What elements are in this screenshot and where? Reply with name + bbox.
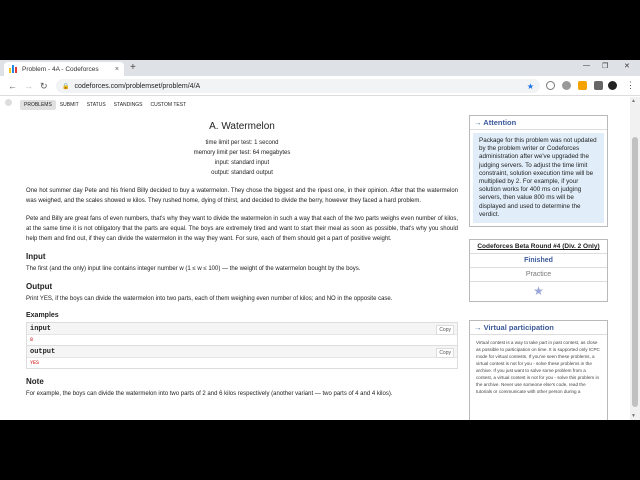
close-window-button[interactable]: ✕ xyxy=(624,63,630,70)
statement-paragraph: Pete and Billy are great fans of even numbers, that's why they want to divide the watermelon in such a way that each of the two parts weighs even number of kilos, at the same time it is not obligatory that the parts are equal. The boys are extremely tired and want to start their meal as soon as possible, that's why you should help them and find out, if they can divide the watermelon in the way they want. For sure, each of them should get a part of positive weight. xyxy=(26,216,458,242)
practice-link[interactable]: Practice xyxy=(470,268,607,282)
virtual-participation-box xyxy=(469,320,608,420)
menu-custom-test[interactable]: CUSTOM TEST xyxy=(150,102,187,108)
profile-avatar[interactable] xyxy=(608,81,617,90)
input-type: input: standard input xyxy=(214,160,270,166)
reload-icon[interactable]: ↻ xyxy=(40,81,48,91)
time-limit: time limit per test: 1 second xyxy=(205,140,279,146)
virtual-text: Virtual contest is a way to take part in past contest, as close as possible to participation on time. It is supported only ICPC mode for virtual contests. If you've seen these problems, a virtual contest is not for you - solve these problems in the archive. If you just want to solve some problem from a contest, a virtual contest is not for you - solve this problem in the archive. Never use someone else's code, read the tutorials or communicate with other person during a xyxy=(476,340,600,394)
new-tab-button[interactable]: + xyxy=(130,62,136,73)
puzzle-icon[interactable] xyxy=(594,81,603,90)
scroll-up-icon[interactable]: ▲ xyxy=(631,98,636,104)
input-spec: The first (and the only) input line contains integer number w (1 ≤ w ≤ 100) — the weight of the watermelon bought by the boys. xyxy=(26,266,361,272)
attention-text: Package for this problem was not updated by the problem writer or Codeforces administration after we've upgraded the judging servers. To adjust the time limit constraint, solution execution time will be multiplied by 2. For example, if your solution works for 400 ms on judging servers, then value 800 ms will be displayed and used to determine the verdict. xyxy=(473,133,604,223)
menu-status[interactable]: STATUS xyxy=(86,102,106,108)
tab-close-icon[interactable]: × xyxy=(114,65,119,73)
menu-standings[interactable]: STANDINGS xyxy=(113,102,143,108)
statement-paragraph: One hot summer day Pete and his friend Billy decided to buy a watermelon. They chose the biggest and the ripest one, in their opinion. After that the watermelon was weighed, and the scales showed w kilos. They rushed home, dying of thirst, and decided to divide the berry, however they faced a hard problem. xyxy=(26,188,458,204)
extension-icon[interactable] xyxy=(546,81,555,90)
example-output-box xyxy=(26,346,458,369)
output-type: output: standard output xyxy=(211,170,273,176)
minimize-button[interactable]: — xyxy=(583,62,590,69)
virtual-title: → Virtual participation xyxy=(470,321,607,335)
restore-button[interactable]: ❐ xyxy=(602,63,609,70)
memory-limit: memory limit per test: 64 megabytes xyxy=(193,150,291,156)
attention-title: → Attention xyxy=(470,116,607,130)
bookmark-star-icon[interactable]: ★ xyxy=(526,81,534,91)
contest-box xyxy=(469,239,608,302)
back-arrow-icon[interactable]: ← xyxy=(8,81,17,91)
menu-problems[interactable]: PROBLEMS xyxy=(20,100,56,110)
favourite-star-icon[interactable]: ★ xyxy=(533,284,544,298)
example-input-value: 8 xyxy=(30,337,34,343)
scrollbar-thumb[interactable] xyxy=(632,137,638,407)
browser-window xyxy=(0,60,640,420)
examples-heading: Examples xyxy=(26,312,59,319)
page-logo-icon xyxy=(5,99,12,106)
contest-status: Finished xyxy=(470,254,607,268)
output-heading: Output xyxy=(26,282,53,291)
copy-output-button[interactable]: Copy xyxy=(436,348,454,358)
tab-codeforces[interactable] xyxy=(4,62,124,76)
example-output-label: output xyxy=(30,348,56,356)
problem-statement xyxy=(26,121,458,399)
address-bar[interactable] xyxy=(56,79,540,93)
lock-icon: 🔒 xyxy=(62,83,70,90)
example-input-box xyxy=(26,322,458,346)
attention-box xyxy=(469,115,608,227)
copy-input-button[interactable]: Copy xyxy=(436,325,454,335)
scroll-down-icon[interactable]: ▼ xyxy=(631,413,636,419)
contest-name-link[interactable]: Codeforces Beta Round #4 (Div. 2 Only) xyxy=(470,240,607,254)
page-content xyxy=(0,97,630,420)
vertical-scrollbar[interactable] xyxy=(630,97,640,420)
tab-title: Problem - 4A - Codeforces xyxy=(22,65,99,73)
codeforces-favicon-icon xyxy=(9,65,17,73)
input-heading: Input xyxy=(26,252,46,261)
tab-strip xyxy=(0,60,640,76)
extension-icon[interactable] xyxy=(562,81,571,90)
url-text: codeforces.com/problemset/problem/4/A xyxy=(74,82,201,90)
forward-arrow-icon[interactable]: → xyxy=(24,81,33,91)
example-output-value: YES xyxy=(30,360,40,366)
note-heading: Note xyxy=(26,377,44,386)
problem-menu xyxy=(20,100,190,110)
extension-icon[interactable] xyxy=(578,81,587,90)
problem-title: A. Watermelon xyxy=(209,121,275,132)
output-spec: Print YES, if the boys can divide the watermelon into two parts, each of them weighing even number of kilos; and NO in the opposite case. xyxy=(26,296,393,302)
menu-dots-icon[interactable]: ⋮ xyxy=(626,80,635,90)
example-input-label: input xyxy=(30,325,52,333)
note-text: For example, the boys can divide the watermelon into two parts of 2 and 6 kilos respectively (another variant — two parts of 4 and 4 kilos). xyxy=(26,391,393,397)
browser-toolbar xyxy=(0,76,640,96)
menu-submit[interactable]: SUBMIT xyxy=(59,102,79,108)
